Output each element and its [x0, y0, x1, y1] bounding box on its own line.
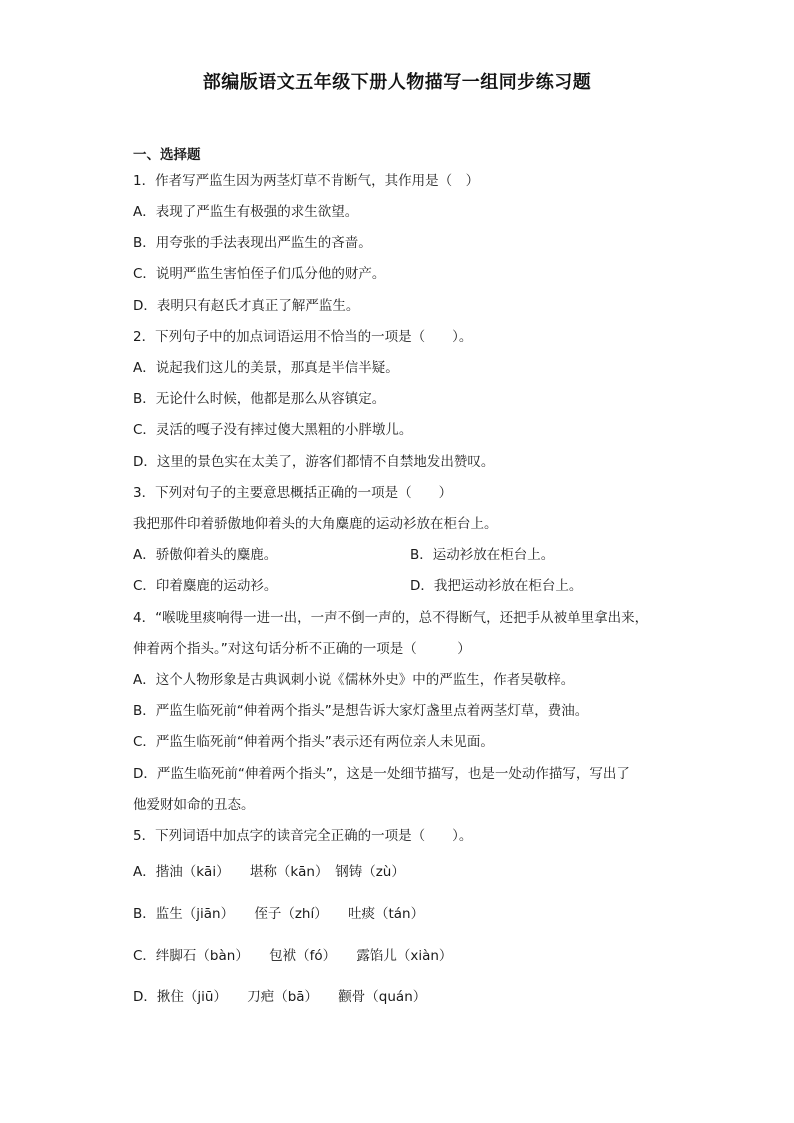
question-2-stem: 2．下列句子中的加点词语运用不恰当的一项是（ ）。	[133, 329, 473, 345]
question-2-option-b: B．无论什么时候，他都是那么从容镇定。	[133, 391, 386, 407]
question-2-option-c: C．灵活的嘎子没有摔过傻大黑粗的小胖墩儿。	[133, 422, 413, 438]
question-4-option-a: A．这个人物形象是古典讽刺小说《儒林外史》中的严监生，作者吴敬梓。	[133, 672, 575, 688]
question-3-stem: 3．下列对句子的主要意思概括正确的一项是（ ）	[133, 485, 453, 501]
question-4-option-c: C．严监生临死前“伸着两个指头”表示还有两位亲人未见面。	[133, 734, 494, 750]
question-4-option-d-continued: 他爱财如命的丑态。	[133, 797, 255, 813]
question-1-option-d: D．表明只有赵氏才真正了解严监生。	[133, 298, 360, 314]
question-1-option-c: C．说明严监生害怕侄子们瓜分他的财产。	[133, 266, 386, 282]
question-2-option-a: A．说起我们这儿的美景，那真是半信半疑。	[133, 360, 399, 376]
question-3-option-c: C．印着麋鹿的运动衫。	[133, 578, 278, 594]
question-1-stem: 1．作者写严监生因为两茎灯草不肯断气，其作用是（ ）	[133, 173, 480, 189]
question-5-option-b: B．监生（jiān） 侄子（zhí） 吐痰（tán）	[133, 906, 425, 922]
question-4-option-b: B．严监生临死前“伸着两个指头”是想告诉大家灯盏里点着两茎灯草，费油。	[133, 703, 589, 719]
question-1-option-b: B．用夸张的手法表现出严监生的吝啬。	[133, 235, 372, 251]
section-heading: 一、选择题	[133, 147, 201, 163]
question-3-sentence: 我把那件印着骄傲地仰着头的大角麋鹿的运动衫放在柜台上。	[133, 516, 498, 532]
question-5-option-d: D．揪住（jiū） 刀疤（bā） 颧骨（quán）	[133, 989, 427, 1005]
question-5-stem: 5．下列词语中加点字的读音完全正确的一项是（ ）。	[133, 828, 473, 844]
question-5-option-a: A．揩油（kāi） 堪称（kān） 钢铸（zù）	[133, 864, 405, 880]
question-1-option-a: A．表现了严监生有极强的求生欲望。	[133, 204, 359, 220]
question-4-option-d: D．严监生临死前“伸着两个指头”，这是一处细节描写，也是一处动作描写，写出了	[133, 766, 630, 782]
question-3-option-b: B．运动衫放在柜台上。	[410, 547, 555, 563]
question-2-option-d: D．这里的景色实在太美了，游客们都情不自禁地发出赞叹。	[133, 454, 495, 470]
page-title: 部编版语文五年级下册人物描写一组同步练习题	[202, 72, 592, 93]
question-3-option-a: A．骄傲仰着头的麋鹿。	[133, 547, 278, 563]
question-4-stem-line1: 4．“喉咙里痰响得一进一出，一声不倒一声的，总不得断气，还把手从被单里拿出来，	[133, 610, 649, 626]
question-4-stem-line2: 伸着两个指头。”对这句话分析不正确的一项是（ ）	[133, 641, 471, 657]
question-3-option-d: D．我把运动衫放在柜台上。	[410, 578, 583, 594]
question-5-option-c: C．绊脚石（bàn） 包袱（fó） 露馅儿（xiàn）	[133, 948, 453, 964]
